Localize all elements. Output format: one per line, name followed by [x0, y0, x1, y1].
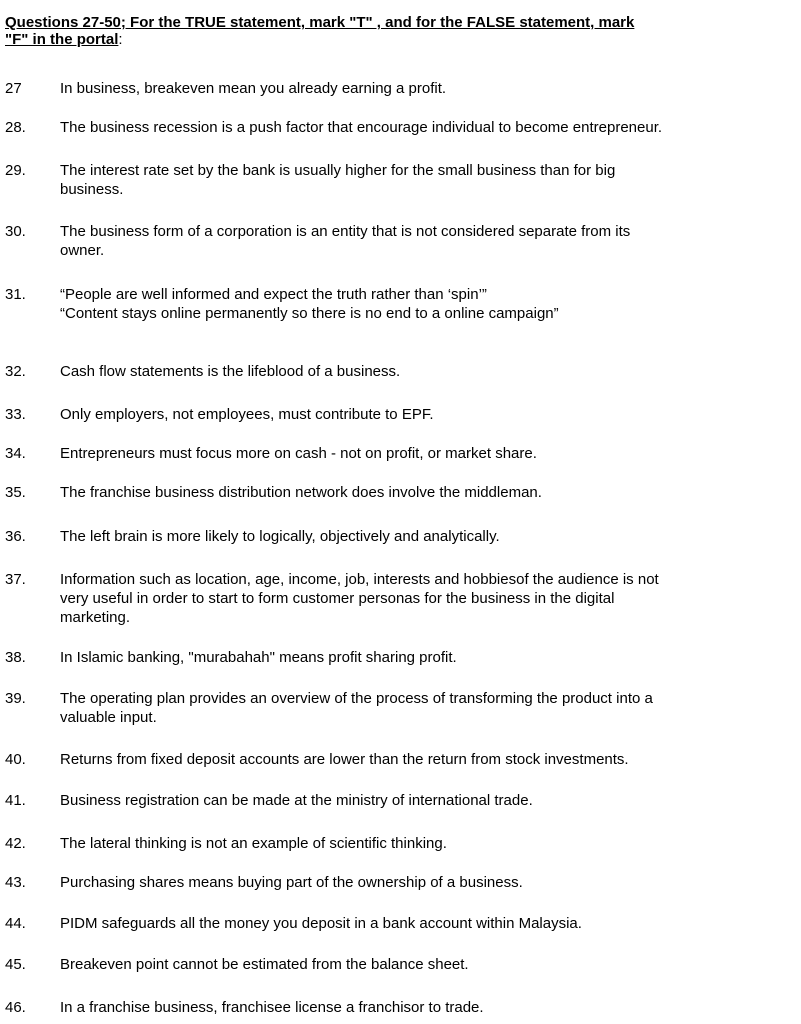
question-text [60, 955, 795, 974]
question-text-line: Purchasing shares means buying part of the ownership of a business. [60, 874, 523, 891]
question-text-line: The business recession is a push factor that encourage individual to become entrepreneur. [60, 119, 663, 136]
question-text-line: The left brain is more likely to logically, objectively and analytically. [60, 528, 500, 545]
question-text [60, 998, 795, 1017]
question-text-line: Only employers, not employees, must contribute to EPF. [60, 406, 434, 423]
question-text [60, 362, 795, 381]
question-text-line: The business form of a corporation is an entity that is not considered separate from its [60, 223, 631, 240]
question-text-line: The lateral thinking is not an example of scientific thinking. [60, 835, 447, 852]
question-number: 31. [5, 286, 26, 303]
question-text-line: “Content stays online permanently so there is no end to a online campaign” [60, 305, 559, 322]
question-number: 32. [5, 363, 26, 380]
question-number: 45. [5, 956, 26, 973]
question-text [60, 689, 795, 727]
heading-line-2: "F" in the portal [5, 31, 119, 48]
question-text-line: “People are well informed and expect the truth rather than ‘spin’” [60, 286, 487, 303]
question-text [60, 648, 795, 667]
heading-line-1: Questions 27-50; For the TRUE statement, mark "T" , and for the FALSE statement, mark [5, 14, 635, 31]
question-text [60, 483, 795, 502]
question-text [60, 405, 795, 424]
question-number: 33. [5, 406, 26, 423]
question-text [60, 79, 795, 98]
instructions-heading [5, 14, 795, 48]
question-number: 30. [5, 223, 26, 240]
question-text [60, 750, 795, 769]
question-number: 44. [5, 915, 26, 932]
question-text-line: Breakeven point cannot be estimated from the balance sheet. [60, 956, 469, 973]
question-number: 39. [5, 690, 26, 707]
question-text-line: In business, breakeven mean you already earning a profit. [60, 80, 447, 97]
question-text-line: Returns from fixed deposit accounts are lower than the return from stock investments. [60, 751, 629, 768]
question-text-line: The operating plan provides an overview of the process of transforming the product into a [60, 690, 653, 707]
question-text [60, 118, 795, 137]
question-text-line: business. [60, 181, 124, 198]
question-number: 29. [5, 162, 26, 179]
question-text-line: very useful in order to start to form customer personas for the business in the digital [60, 590, 615, 607]
question-text [60, 834, 795, 853]
question-number: 37. [5, 571, 26, 588]
question-number: 42. [5, 835, 26, 852]
question-text [60, 914, 795, 933]
question-text [60, 161, 795, 199]
question-text [60, 873, 795, 892]
question-text-line: Entrepreneurs must focus more on cash - not on profit, or market share. [60, 445, 537, 462]
question-number: 35. [5, 484, 26, 501]
question-text [60, 222, 795, 260]
question-number: 43. [5, 874, 26, 891]
question-number: 40. [5, 751, 26, 768]
question-number: 46. [5, 999, 26, 1016]
question-text-line: Cash flow statements is the lifeblood of a business. [60, 363, 401, 380]
question-number: 27 [5, 80, 22, 97]
question-text-line: Information such as location, age, income, job, interests and hobbiesof the audience is not [60, 571, 659, 588]
question-text-line: valuable input. [60, 709, 157, 726]
question-text-line: In a franchise business, franchisee license a franchisor to trade. [60, 999, 484, 1016]
question-number: 28. [5, 119, 26, 136]
question-text [60, 527, 795, 546]
question-text-line: PIDM safeguards all the money you deposit in a bank account within Malaysia. [60, 915, 582, 932]
heading-colon: : [118, 31, 123, 48]
question-number: 36. [5, 528, 26, 545]
question-text-line: owner. [60, 242, 105, 259]
question-text-line: The interest rate set by the bank is usually higher for the small business than for big [60, 162, 616, 179]
question-text [60, 285, 795, 323]
question-number: 38. [5, 649, 26, 666]
question-text [60, 444, 795, 463]
question-text-line: In Islamic banking, "murabahah" means profit sharing profit. [60, 649, 457, 666]
question-text-line: Business registration can be made at the ministry of international trade. [60, 792, 533, 809]
question-text-line: marketing. [60, 609, 131, 626]
question-number: 34. [5, 445, 26, 462]
question-text-line: The franchise business distribution network does involve the middleman. [60, 484, 542, 501]
question-text [60, 791, 795, 810]
question-number: 41. [5, 792, 26, 809]
question-text [60, 570, 795, 627]
